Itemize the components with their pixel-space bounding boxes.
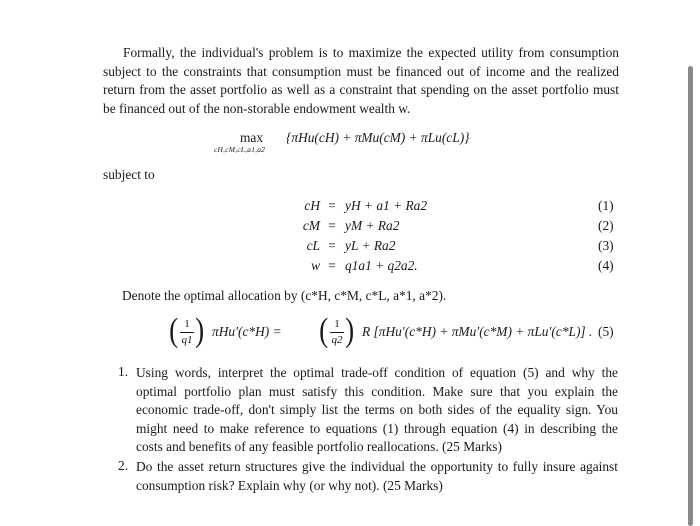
fraction-denominator: q2 (331, 334, 343, 346)
constraint-rhs: yM + Ra2 (345, 218, 400, 233)
right-paren: ) (195, 312, 205, 349)
subject-to-label: subject to (103, 167, 155, 182)
constraint-rhs: q1a1 + q2a2. (345, 258, 418, 273)
constraint-row (0, 198, 700, 218)
equation-number: (5) (598, 324, 614, 339)
question-text: Using words, interpret the optimal trade-off condition of equation (5) and why the optimal portfolio plan must satisfy this condition. Make sure that you explain the economic trade-off, don't simply list the terms on both sides of the equality sign. You might need to make reference to equations (1) through equation (4) in describing the costs and benefits of any feasible portfolio reallocations. (25 Marks) (136, 365, 618, 455)
question-text: Do the asset return structures give the individual the opportunity to fully insure against consumption risk? Explain why (or why not). (25 Marks) (136, 459, 618, 493)
constraint-row (0, 218, 700, 238)
constraint-row (0, 238, 700, 258)
equals-sign: = (328, 258, 336, 273)
equals-sign: = (328, 198, 336, 213)
left-term: πHu′(c*H) = (212, 324, 282, 339)
objective-function (200, 124, 520, 164)
constraint-lhs: cL (306, 238, 320, 253)
fraction-denominator: q1 (181, 334, 193, 346)
fraction-numerator: 1 (334, 318, 340, 330)
optimal-allocation-text: Denote the optimal allocation by (c*H, c*M, c*L, a*1, a*2). (122, 288, 447, 303)
scrollbar-thumb[interactable] (688, 66, 693, 526)
equation-number: (2) (598, 218, 614, 233)
fraction-numerator: 1 (184, 318, 190, 330)
right-term: R [πHu′(c*H) + πMu′(c*M) + πLu′(c*L)] . (362, 324, 593, 339)
equation-number: (1) (598, 198, 614, 213)
equals-sign: = (328, 238, 336, 253)
intro-paragraph: Formally, the individual's problem is to maximize the expected utility from consumption subject to the constraints that consumption must be financed out of income and the realized return from the asset portfolio as well as a constraint that spending on the asset portfolio must be financed out of the non-storable endowment wealth w. (103, 45, 619, 116)
equation-number: (3) (598, 238, 614, 253)
question-number: 2. (118, 458, 129, 473)
equals-sign: = (328, 218, 336, 233)
constraint-rhs: yH + a1 + Ra2 (345, 198, 428, 213)
objective-expression: {πHu(cH) + πMu(cM) + πLu(cL)} (286, 130, 470, 145)
max-subscript: cH,cM,cL,a1,a2 (214, 145, 266, 154)
optimality-condition (168, 312, 614, 356)
constraint-lhs: cM (302, 218, 320, 233)
equation-number: (4) (598, 258, 614, 273)
left-fraction (180, 318, 194, 347)
question-number: 1. (118, 364, 129, 379)
constraint-row (0, 258, 700, 278)
constraint-lhs: cH (304, 198, 320, 213)
constraint-lhs: w (311, 258, 320, 273)
right-fraction (330, 318, 344, 347)
max-operator: max (240, 130, 264, 145)
constraint-rhs: yL + Ra2 (345, 238, 396, 253)
left-paren: ( (319, 312, 329, 349)
left-paren: ( (169, 312, 179, 349)
right-paren: ) (345, 312, 355, 349)
